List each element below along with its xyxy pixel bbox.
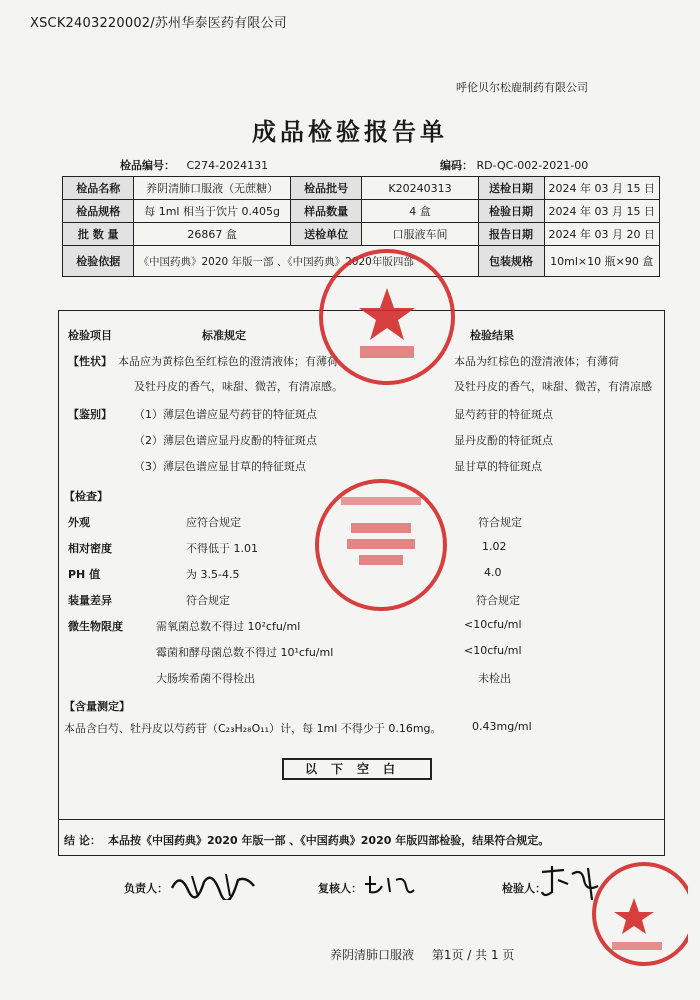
report-no-label: 检品编号： xyxy=(120,159,175,172)
doc-code-label: 编码： xyxy=(440,159,473,172)
traits-standard: 及牡丹皮的香气，味甜、微苦，有清凉感。 xyxy=(134,380,343,393)
col-result-header: 检验结果 xyxy=(470,329,514,342)
info-label: 批 数 量 xyxy=(63,223,134,246)
footer-page: 第1页 / 共 1 页 xyxy=(431,948,515,962)
section-check: 【检查】 xyxy=(64,490,108,503)
check-result: <10cfu/ml xyxy=(464,618,522,631)
distributor-seal xyxy=(588,858,688,970)
info-label: 样品数量 xyxy=(290,200,362,223)
info-value: 2024 年 03 月 20 日 xyxy=(544,223,659,246)
check-standard: 需氧菌总数不得过 10²cfu/ml xyxy=(156,620,301,633)
traits-standard: 本品应为黄棕色至红棕色的澄清液体；有薄荷 xyxy=(118,355,338,368)
info-value: 2024 年 03 月 15 日 xyxy=(544,177,659,200)
reviewer-label: 复核人： xyxy=(318,882,362,895)
company-name: 呼伦贝尔松鹿制药有限公司 xyxy=(456,81,588,94)
page-title: 成品检验报告单 xyxy=(252,118,448,146)
info-label: 检品名称 xyxy=(63,177,134,200)
report-no: C274-2024131 xyxy=(186,159,269,172)
check-result: 1.02 xyxy=(482,540,507,553)
doc-code-row xyxy=(440,157,588,173)
top-note: XSCK2403220002/苏州华泰医药有限公司 xyxy=(30,16,287,31)
traits-result: 本品为红棕色的澄清液体；有薄荷 xyxy=(454,355,619,368)
check-standard: 应符合规定 xyxy=(186,516,241,529)
info-label: 包装规格 xyxy=(478,246,544,277)
ident-standard: （1）薄层色谱应显芍药苷的特征斑点 xyxy=(134,408,317,421)
assay-standard: 本品含白芍、牡丹皮以芍药苷（C₂₃H₂₈O₁₁）计，每 1ml 不得少于 0.16mg。 xyxy=(64,722,442,735)
check-result: 符合规定 xyxy=(476,594,520,607)
check-standard: 霉菌和酵母菌总数不得过 10¹cfu/ml xyxy=(156,646,334,659)
traits-result: 及牡丹皮的香气，味甜、微苦，有清凉感 xyxy=(454,380,652,393)
check-item: 相对密度 xyxy=(68,542,112,555)
info-value: 4 盒 xyxy=(362,200,478,223)
info-label: 检验日期 xyxy=(478,200,544,223)
report-no-row xyxy=(120,157,268,173)
doc-code: RD-QC-002-2021-00 xyxy=(476,159,589,172)
ident-result: 显芍药苷的特征斑点 xyxy=(454,408,553,421)
check-item: 微生物限度 xyxy=(68,620,123,633)
conclusion-text: 本品按《中国药典》2020 年版一部 、《中国药典》2020 年版四部检验，结果符合规定。 xyxy=(108,834,550,847)
info-label: 检验依据 xyxy=(63,246,134,277)
section-assay: 【含量测定】 xyxy=(64,700,130,713)
info-value: 《中国药典》2020 年版一部 、《中国药典》2020年版四部 xyxy=(134,246,478,277)
blank-below-stamp: 以下空白 xyxy=(282,758,432,780)
info-label: 报告日期 xyxy=(478,223,544,246)
info-value: 每 1ml 相当于饮片 0.405g xyxy=(134,200,290,223)
info-value: 10ml×10 瓶×90 盒 xyxy=(544,246,659,277)
info-value: 养阴清肺口服液（无蔗糖） xyxy=(134,177,290,200)
info-value: 26867 盒 xyxy=(134,223,290,246)
ident-result: 显丹皮酚的特征斑点 xyxy=(454,434,553,447)
check-item: PH 值 xyxy=(68,568,101,581)
divider xyxy=(59,819,664,820)
ident-standard: （3）薄层色谱应显甘草的特征斑点 xyxy=(134,460,306,473)
col-standard-header: 标准规定 xyxy=(202,329,246,342)
info-label: 检品规格 xyxy=(63,200,134,223)
info-value: 2024 年 03 月 15 日 xyxy=(544,200,659,223)
check-result: <10cfu/ml xyxy=(464,644,522,657)
check-result: 符合规定 xyxy=(478,516,522,529)
col-item-header: 检验项目 xyxy=(68,329,112,342)
check-result: 未检出 xyxy=(478,672,511,685)
ident-result: 显甘草的特征斑点 xyxy=(454,460,542,473)
check-item: 外观 xyxy=(68,516,90,529)
qa-seal xyxy=(311,475,451,615)
check-standard: 不得低于 1.01 xyxy=(186,542,258,555)
ident-standard: （2）薄层色谱应显丹皮酚的特征斑点 xyxy=(134,434,317,447)
assay-result: 0.43mg/ml xyxy=(472,720,532,733)
leader-signature xyxy=(168,866,258,900)
conclusion-label: 结 论： xyxy=(64,834,101,847)
info-value: 口服液车间 xyxy=(362,223,478,246)
check-standard: 大肠埃希菌不得检出 xyxy=(156,672,255,685)
check-standard: 为 3.5-4.5 xyxy=(186,568,240,581)
page-footer xyxy=(330,946,514,963)
info-label: 检品批号 xyxy=(290,177,362,200)
inspector-label: 检验人： xyxy=(502,882,546,895)
info-value: K20240313 xyxy=(362,177,478,200)
check-item: 装量差异 xyxy=(68,594,112,607)
reviewer-signature xyxy=(362,872,418,896)
section-traits: 【性状】 xyxy=(68,355,112,368)
info-label: 送检日期 xyxy=(478,177,544,200)
check-standard: 符合规定 xyxy=(186,594,230,607)
inspection-seal xyxy=(316,246,458,388)
footer-product: 养阴清肺口服液 xyxy=(330,948,415,962)
info-label: 送检单位 xyxy=(290,223,362,246)
leader-label: 负责人： xyxy=(124,882,168,895)
check-result: 4.0 xyxy=(484,566,502,579)
section-identification: 【鉴别】 xyxy=(68,408,112,421)
